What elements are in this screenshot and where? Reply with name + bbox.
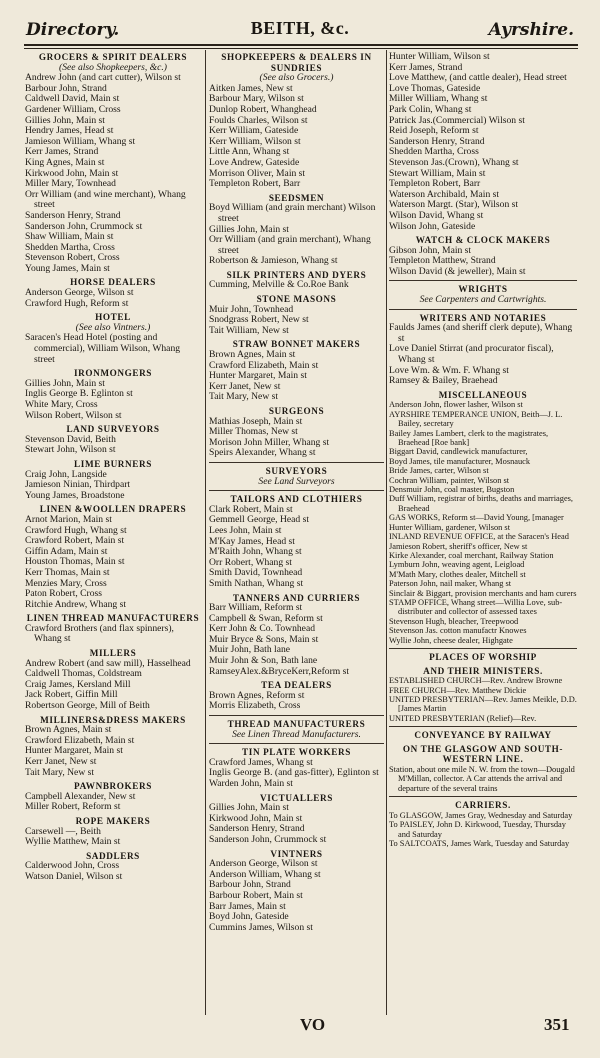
- directory-entry: Kirke Alexander, coal merchant, Railway Station: [389, 550, 554, 560]
- directory-entry: Anderson John, flower lasher, Wilson st: [389, 400, 523, 410]
- directory-entry: Crawford James, Whang st: [209, 756, 313, 768]
- directory-entry: Stewart John, Wilson st: [25, 444, 116, 456]
- column-divider: [205, 50, 206, 1015]
- section-heading: SURGEONS: [268, 406, 325, 416]
- directory-entry: Warden John, Main st: [209, 778, 293, 789]
- directory-entry: Gillies John, Main st: [209, 223, 289, 235]
- directory-entry: Anderson George, Wilson st: [209, 858, 318, 870]
- directory-entry: Caldwell David, Main st: [25, 93, 120, 105]
- section-heading: VINTNERS: [270, 848, 323, 859]
- directory-entry: King Agnes, Main st: [25, 156, 105, 168]
- section-heading: SADDLERS: [86, 850, 140, 861]
- directory-entry: Tait William, New st: [209, 324, 289, 336]
- directory-entry: Giffin Adam, Main st: [25, 545, 108, 557]
- directory-entry: Menzies Mary, Cross: [25, 577, 107, 589]
- directory-entry: Kirkwood John, Main st: [25, 167, 119, 179]
- directory-entry: Young James, Main st: [25, 262, 110, 274]
- directory-entry: Paterson John, nail maker, Whang st: [389, 579, 512, 589]
- section-heading: CARRIERS.: [455, 800, 511, 811]
- directory-entry: Brown Agnes, Reform st: [209, 689, 305, 701]
- column-2: [209, 52, 384, 933]
- directory-entry: Sanderson John, Crummock st: [25, 220, 143, 232]
- directory-entry: Muir John, Townhead: [209, 303, 294, 315]
- directory-entry: To SALTCOATS, James Wark, Tuesday and Saturday: [389, 839, 570, 848]
- directory-entry: Kerr William, Wilson st: [209, 135, 301, 147]
- column-1: [25, 52, 201, 883]
- header-right: Ayrshire.: [488, 20, 574, 40]
- section-heading: SHOPKEEPERS & DEALERS IN SUNDRIES: [221, 52, 372, 73]
- column-divider: [386, 50, 387, 1015]
- directory-entry: White Mary, Cross: [25, 399, 98, 410]
- directory-entry: UNITED PRESBYTERIAN—Rev. James Meikle, D.D. [James Martin: [389, 694, 577, 714]
- directory-entry: Houston Thomas, Main st: [25, 556, 125, 568]
- section-heading: CONVEYANCE BY RAILWAY: [414, 730, 552, 741]
- directory-entry: Hunter Margaret, Main st: [25, 745, 123, 757]
- directory-entry: Love Matthew, (and cattle dealer), Head street: [389, 72, 567, 84]
- directory-entry: GAS WORKS, Reform st—David Young, [manager: [389, 513, 564, 523]
- directory-entry: Lees John, Main st: [209, 524, 282, 536]
- directory-entry: Saracen's Head Hotel (posting and commercial), William Wilson, Whang street: [25, 332, 181, 365]
- directory-entry: Calderwood John, Cross: [25, 860, 120, 872]
- directory-entry: Robertson & Jamieson, Whang st: [209, 255, 338, 267]
- directory-entry: RamseyAlex.&BryceKerr,Reform st: [209, 665, 350, 677]
- directory-entry: Reid Joseph, Reform st: [389, 125, 479, 137]
- directory-entry: Kerr Thomas, Main st: [25, 566, 110, 578]
- directory-entry: Bailey James Lambert, clerk to the magistrates, Braehead [Roe bank]: [389, 428, 549, 448]
- header-rule: [24, 44, 578, 46]
- directory-entry: Barbour John, Strand: [209, 879, 291, 891]
- directory-entry: Smith David, Townhead: [209, 567, 303, 579]
- directory-entry: Smith Nathan, Whang st: [209, 577, 304, 589]
- section-heading: VICTUALLERS: [260, 792, 333, 803]
- directory-entry: Kerr Janet, New st: [25, 756, 97, 767]
- section-separator: [209, 462, 384, 463]
- directory-entry: Carsewell —, Beith: [25, 825, 101, 837]
- directory-entry: Shedden Martha, Cross: [389, 146, 479, 158]
- directory-entry: Crawford Hugh, Whang st: [25, 524, 127, 536]
- section-heading: HORSE DEALERS: [70, 277, 156, 288]
- section-heading: WRIGHTS: [458, 284, 508, 295]
- directory-entry: Love Andrew, Gateside: [209, 156, 300, 168]
- directory-entry: Park Colin, Whang st: [389, 103, 472, 115]
- directory-entry: Morison John Miller, Whang st: [209, 436, 330, 448]
- section-heading: HOTEL: [95, 312, 131, 323]
- directory-entry: Brown Agnes, Main st: [25, 724, 112, 736]
- section-heading: LIME BURNERS: [74, 458, 152, 469]
- directory-entry: Mathias Joseph, Main st: [209, 415, 303, 427]
- directory-entry: Lymburn John, weaving agent, Leigload: [389, 560, 525, 570]
- directory-entry: AYRSHIRE TEMPERANCE UNION, Beith—J. L. Bailey, secretary: [389, 409, 563, 429]
- directory-entry: FREE CHURCH—Rev. Matthew Dickie: [389, 685, 527, 695]
- page-number: 351: [544, 1015, 570, 1034]
- section-heading: TANNERS AND CURRIERS: [232, 592, 361, 603]
- directory-entry: Arnot Marion, Main st: [25, 513, 112, 525]
- directory-entry: Sanderson Henry, Strand: [389, 135, 485, 147]
- section-heading: SURVEYORS: [265, 465, 328, 476]
- section-heading: SILK PRINTERS AND DYERS: [226, 269, 367, 280]
- directory-entry: Templeton Matthew, Strand: [389, 255, 496, 267]
- cross-reference: See Carpenters and Cartwrights.: [419, 294, 547, 306]
- directory-entry: Wilson John, Gateside: [389, 220, 476, 232]
- directory-entry: Love Thomas, Gateside: [389, 82, 481, 94]
- section-heading: THREAD MANUFACTURERS: [227, 719, 366, 730]
- directory-entry: Templeton Robert, Barr: [209, 178, 301, 190]
- directory-entry: Love Wm. & Wm. F. Whang st: [389, 364, 509, 376]
- directory-entry: Love Daniel Stirrat (and procurator fiscal), Whang st: [389, 343, 554, 366]
- directory-entry: Hunter William, Wilson st: [389, 51, 490, 62]
- directory-entry: Campbell Alexander, New st: [25, 790, 136, 802]
- directory-entry: Patrick Jas.(Commercial) Wilson st: [389, 114, 525, 126]
- section-heading: TAILORS AND CLOTHIERS: [230, 494, 363, 505]
- directory-entry: Aitken James, New st: [209, 82, 293, 94]
- directory-entry: Dunlop Robert, Whanghead: [209, 103, 317, 115]
- directory-entry: Muir Bryce & Sons, Main st: [209, 633, 319, 645]
- section-heading: LINEN THREAD MANUFACTURERS: [26, 613, 200, 624]
- directory-entry: Ramsey & Bailey, Braehead: [389, 375, 498, 387]
- directory-entry: Caldwell Thomas, Coldstream: [25, 668, 142, 680]
- directory-entry: ESTABLISHED CHURCH—Rev. Andrew Browne: [389, 676, 563, 686]
- section-heading: MISCELLANEOUS: [438, 389, 528, 400]
- directory-entry: Shedden Martha, Cross: [25, 241, 115, 253]
- section-separator: [389, 726, 577, 727]
- section-heading: STONE MASONS: [256, 294, 337, 305]
- page-header: [26, 16, 574, 42]
- section-heading: TEA DEALERS: [261, 680, 332, 691]
- directory-entry: Craig John, Langside: [25, 468, 107, 480]
- directory-entry: Sanderson Henry, Strand: [209, 823, 305, 835]
- directory-entry: Craig James, Kersland Mill: [25, 678, 131, 690]
- directory-entry: Gemmell George, Head st: [209, 514, 309, 526]
- section-heading: TIN PLATE WORKERS: [242, 747, 351, 758]
- directory-entry: Little Ann, Whang st: [209, 146, 290, 158]
- directory-entry: Faulds James (and sheriff clerk depute), Whang st: [389, 322, 573, 344]
- directory-entry: Stevenson Jas.(Crown), Whang st: [389, 156, 519, 168]
- directory-entry: STAMP OFFICE, Whang street—Willia Love, sub-distributer and collector of assessed taxes: [389, 597, 563, 617]
- directory-entry: Gillies John, Main st: [25, 114, 105, 126]
- directory-entry: Waterson Margt. (Star), Wilson st: [389, 199, 519, 211]
- directory-entry: Cummins James, Wilson st: [209, 921, 313, 933]
- section-heading: PAWNBROKERS: [74, 781, 152, 792]
- directory-entry: Jack Robert, Giffin Mill: [25, 689, 118, 701]
- directory-entry: Tait Mary, New st: [209, 391, 279, 403]
- directory-entry: Barr James, Main st: [209, 900, 286, 912]
- directory-entry: Barbour Robert, Main st: [209, 889, 303, 901]
- header-title: BEITH, &c.: [250, 18, 350, 38]
- section-separator: [389, 648, 577, 649]
- directory-entry: Paton Robert, Cross: [25, 588, 103, 600]
- directory-entry: M'Kay James, Head st: [209, 535, 295, 547]
- directory-entry: Stevenson Jas. cotton manufactr Knowes: [389, 626, 527, 636]
- directory-entry: Gibson John, Main st: [389, 244, 472, 256]
- directory-entry: Kerr William, Gateside: [209, 125, 299, 137]
- section-separator: [389, 796, 577, 797]
- directory-entry: Barbour John, Strand: [25, 82, 107, 94]
- directory-entry: Brown Agnes, Main st: [209, 349, 296, 361]
- directory-entry: Young James, Broadstone: [25, 489, 125, 501]
- directory-entry: Crawford Hugh, Reform st: [25, 297, 129, 309]
- directory-entry: Inglis George B. (and gas-fitter), Eglinton st: [209, 767, 379, 779]
- column-3: [389, 52, 577, 848]
- directory-entry: Andrew John (and cart cutter), Wilson st: [25, 72, 181, 84]
- directory-entry: Orr William (and wine merchant), Whang street: [25, 188, 186, 211]
- directory-entry: Duff William, registrar of births, deaths and marriages, Braehead: [389, 494, 574, 513]
- directory-entry: Campbell & Swan, Reform st: [209, 612, 323, 624]
- directory-entry: INLAND REVENUE OFFICE, at the Saracen's Head: [389, 532, 569, 542]
- directory-entry: Crawford Brothers (and flax spinners), Whang st: [25, 622, 174, 645]
- directory-entry: Boyd William (and grain merchant) Wilson street: [209, 202, 376, 224]
- directory-entry: Sanderson John, Crummock st: [209, 833, 327, 845]
- directory-entry: Barr William, Reform st: [209, 602, 303, 614]
- signature-mark: VO: [300, 1015, 326, 1034]
- directory-entry: Anderson William, Whang st: [209, 868, 321, 880]
- directory-entry: Boyd John, Gateside: [209, 911, 289, 923]
- directory-entry: Miller Mary, Townhead: [25, 178, 116, 190]
- cross-reference: See Land Surveyors: [258, 475, 335, 487]
- section-heading: MILLERS: [89, 648, 137, 659]
- section-heading: PLACES OF WORSHIP: [429, 651, 537, 662]
- directory-entry: Shaw William, Main st: [25, 231, 114, 243]
- section-separator: [209, 490, 384, 491]
- directory-entry: Kerr John & Co. Townhead: [209, 623, 315, 635]
- directory-entry: Stevenson Robert, Cross: [25, 252, 120, 264]
- directory-entry: Watson Daniel, Wilson st: [25, 870, 123, 882]
- directory-entry: Stevenson David, Beith: [25, 433, 116, 445]
- directory-entry: Andrew Robert (and saw mill), Hasselhead: [25, 657, 191, 669]
- directory-entry: Cumming, Melville & Co.Roe Bank: [209, 279, 349, 291]
- header-rule-thin: [24, 48, 578, 49]
- directory-entry: Jamieson William, Whang st: [25, 135, 136, 147]
- directory-entry: Miller Thomas, New st: [209, 426, 298, 438]
- directory-entry: Station, about one mile N. W. from the town—Dougald M'Millan, collector. A Car attends the arrival and departure of the several trains: [389, 764, 575, 793]
- directory-entry: Muir John & Son, Bath lane: [209, 655, 318, 667]
- directory-entry: Miller William, Whang st: [389, 93, 488, 105]
- directory-entry: Morris Elizabeth, Cross: [209, 700, 301, 712]
- cross-reference: (See also Shopkeepers, &c.): [59, 61, 167, 73]
- section-separator: [389, 309, 577, 310]
- directory-entry: Miller Robert, Reform st: [25, 801, 121, 813]
- directory-entry: Wilson David, Whang st: [389, 209, 484, 221]
- directory-entry: Morrison Oliver, Main st: [209, 167, 306, 179]
- section-heading: LINEN &WOOLLEN DRAPERS: [39, 504, 187, 515]
- directory-entry: Orr William (and grain merchant), Whang street: [209, 234, 371, 256]
- directory-entry: Hunter William, gardener, Wilson st: [389, 522, 511, 532]
- section-heading: WRITERS AND NOTARIES: [419, 312, 547, 323]
- directory-entry: Barbour Mary, Wilson st: [209, 93, 304, 105]
- directory-entry: Gardener William, Cross: [25, 103, 121, 115]
- directory-entry: Wyllie John, cheese dealer, Highgate: [389, 635, 513, 645]
- directory-entry: To GLASGOW, James Gray, Wednesday and Saturday: [389, 810, 573, 820]
- directory-entry: Tait Mary, New st: [25, 766, 95, 778]
- directory-entry: Wyllie Matthew, Main st: [25, 836, 121, 848]
- directory-entry: Inglis George B. Eglinton st: [25, 388, 133, 400]
- directory-entry: Stevenson Hugh, bleacher, Treepwood: [389, 616, 519, 626]
- directory-entry: Kerr Janet, New st: [209, 380, 281, 392]
- section-heading: WATCH & CLOCK MAKERS: [415, 235, 551, 246]
- section-separator: [389, 280, 577, 281]
- directory-entry: Ritchie Andrew, Whang st: [25, 598, 126, 610]
- directory-entry: Cochran William, painter, Wilson st: [389, 475, 510, 485]
- directory-entry: Robertson George, Mill of Beith: [25, 700, 150, 712]
- directory-entry: Snodgrass Robert, New st: [209, 314, 309, 326]
- section-separator: [209, 743, 384, 744]
- header-left: Directory.: [26, 20, 120, 40]
- directory-entry: M'Raith John, Whang st: [209, 546, 302, 558]
- directory-entry: Orr Robert, Whang st: [209, 556, 292, 568]
- directory-entry: Crawford Elizabeth, Main st: [209, 359, 319, 371]
- directory-entry: To PAISLEY, John D. Kirkwood, Tuesday, Thursday and Saturday: [389, 820, 566, 839]
- directory-entry: Kerr James, Strand: [389, 61, 463, 73]
- section-heading: SEEDSMEN: [268, 192, 325, 203]
- directory-entry: Gillies John, Main st: [209, 802, 289, 814]
- section-heading: LAND SURVEYORS: [66, 424, 160, 435]
- section-heading: AND THEIR MINISTERS.: [423, 665, 543, 676]
- directory-entry: Wilson Robert, Wilson st: [25, 409, 122, 421]
- directory-entry: Speirs Alexander, Whang st: [209, 447, 316, 459]
- section-heading: IRONMONGERS: [73, 368, 153, 379]
- directory-entry: UNITED PRESBYTERIAN (Relief)—Rev.: [389, 713, 537, 723]
- directory-entry: Foulds Charles, Wilson st: [209, 114, 308, 126]
- section-heading: MILLINERS&DRESS MAKERS: [40, 714, 186, 725]
- directory-entry: Wilson David (& jeweller), Main st: [389, 265, 526, 277]
- section-heading: ROPE MAKERS: [75, 815, 151, 826]
- directory-entry: Jamieson Ninian, Thirdpart: [25, 479, 131, 491]
- cross-reference: See Linen Thread Manufacturers.: [232, 728, 361, 740]
- directory-entry: Jamieson Robert, sheriff's officer, New st: [389, 541, 528, 551]
- directory-entry: M'Math Mary, clothes dealer, Mitchell st: [389, 569, 526, 579]
- directory-entry: Sinclair & Biggart, provision merchants and ham curers: [389, 588, 577, 598]
- directory-entry: Boyd James, tile manufacturer, Mosnauck: [389, 456, 531, 466]
- directory-entry: Anderson George, Wilson st: [25, 287, 134, 299]
- directory-entry: Kirkwood John, Main st: [209, 812, 303, 824]
- cross-reference: (See also Grocers.): [259, 72, 334, 84]
- directory-entry: Stewart William, Main st: [389, 167, 486, 179]
- directory-entry: Gillies John, Main st: [25, 377, 105, 389]
- directory-entry: Crawford Elizabeth, Main st: [25, 734, 135, 746]
- directory-entry: Kerr James, Strand: [25, 146, 99, 158]
- directory-entry: Sanderson Henry, Strand: [25, 209, 121, 221]
- section-heading: STRAW BONNET MAKERS: [232, 339, 361, 350]
- directory-entry: Crawford Robert, Main st: [25, 535, 125, 547]
- section-heading: GROCERS & SPIRIT DEALERS: [38, 52, 188, 62]
- section-heading: ON THE GLASGOW AND SOUTH-WESTERN LINE.: [402, 743, 564, 765]
- directory-entry: Biggart David, candlewick manufacturer,: [389, 447, 528, 457]
- directory-entry: Waterson Archibald, Main st: [389, 188, 500, 200]
- cross-reference: (See also Vintners.): [75, 321, 151, 333]
- directory-entry: Hendry James, Head st: [25, 125, 114, 137]
- directory-entry: Clark Robert, Main st: [209, 503, 293, 515]
- directory-entry: Templeton Robert, Barr: [389, 178, 481, 190]
- section-separator: [209, 715, 384, 716]
- directory-entry: Bride James, carter, Wilson st: [389, 466, 489, 476]
- directory-entry: Hunter Margaret, Main st: [209, 370, 307, 382]
- directory-entry: Densmuir John, coal master, Bugston: [389, 485, 515, 495]
- directory-entry: Muir John, Bath lane: [209, 644, 291, 656]
